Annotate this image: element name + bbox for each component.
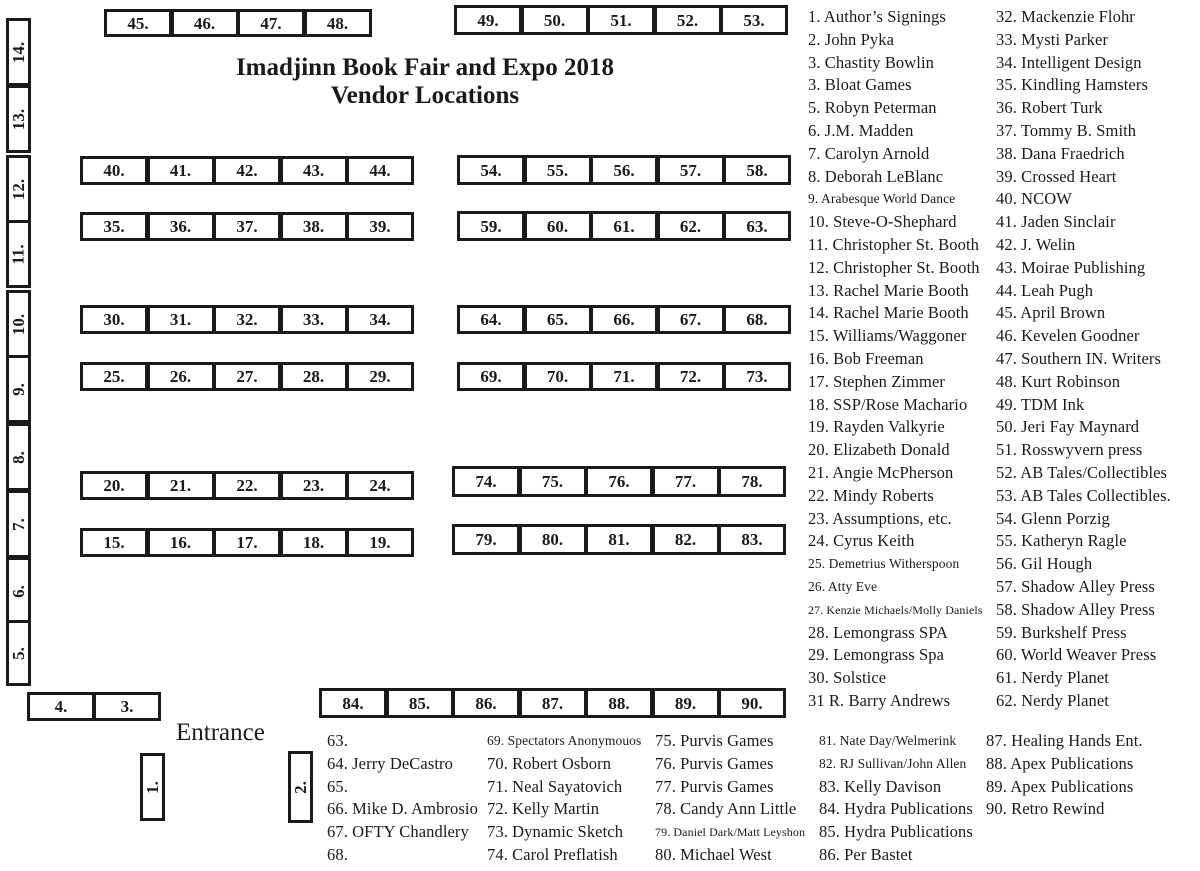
booth-label: 76. xyxy=(608,472,630,491)
booth-label: 54. xyxy=(480,160,502,180)
booth-67 xyxy=(657,305,725,334)
booth-label: 72. xyxy=(679,367,702,386)
vendor-entry: 11. Christopher St. Booth xyxy=(808,235,980,254)
booth-label: 19. xyxy=(369,533,391,552)
vendor-entry: 19. Rayden Valkyrie xyxy=(808,417,945,437)
booth-48 xyxy=(304,9,372,37)
booth-27 xyxy=(213,362,281,391)
booth-80 xyxy=(519,524,587,555)
booth-label: 55. xyxy=(546,160,569,180)
booth-label: 69. xyxy=(480,367,502,386)
booth-label: 5. xyxy=(9,646,28,660)
vendor-entry: 20. Elizabeth Donald xyxy=(808,440,950,460)
booth-label: 67. xyxy=(679,310,702,329)
booth-label: 32. xyxy=(236,310,258,329)
booth-56 xyxy=(590,155,658,185)
booth-37 xyxy=(213,212,281,241)
booth-46 xyxy=(171,9,239,37)
booth-label: 84. xyxy=(342,693,364,713)
booth-5 xyxy=(6,620,31,686)
booth-29 xyxy=(346,362,414,391)
booth-88 xyxy=(585,688,653,718)
vendor-entry: 66. Mike D. Ambrosio xyxy=(327,799,478,819)
booth-label: 1. xyxy=(143,780,162,794)
vendor-entry: 5. Robyn Peterman xyxy=(808,98,937,118)
vendor-entry: 47. Southern IN. Writers xyxy=(996,349,1162,368)
booth-label: 70. xyxy=(546,367,569,386)
booth-label: 23. xyxy=(302,476,325,495)
booth-label: 74. xyxy=(475,472,497,491)
booth-74 xyxy=(452,466,520,497)
booth-35 xyxy=(80,212,148,241)
booth-label: 44. xyxy=(369,161,391,180)
booth-20 xyxy=(80,471,148,500)
vendor-entry: 67. OFTY Chandlery xyxy=(327,822,469,842)
vendor-entry: 89. Apex Publications xyxy=(986,776,1134,796)
booth-label: 80. xyxy=(541,530,564,549)
booth-87 xyxy=(519,688,587,718)
vendor-entry: 80. Michael West xyxy=(655,845,772,864)
vendor-entry: 39. Crossed Heart xyxy=(996,166,1117,186)
booth-50 xyxy=(521,5,589,35)
booth-label: 10. xyxy=(9,313,28,335)
booth-label: 56. xyxy=(613,160,635,180)
booth-label: 28. xyxy=(302,367,325,386)
vendor-entry: 58. Shadow Alley Press xyxy=(996,599,1155,619)
booth-label: 11. xyxy=(9,243,28,265)
booth-12 xyxy=(6,155,31,223)
booth-24 xyxy=(346,471,414,500)
booth-label: 41. xyxy=(169,161,192,180)
booth-label: 49. xyxy=(477,10,499,30)
booth-label: 21. xyxy=(169,476,192,495)
vendor-entry: 79. Daniel Dark/Matt Leyshon xyxy=(655,825,806,840)
vendor-entry: 57. Shadow Alley Press xyxy=(996,577,1155,596)
vendor-entry: 35. Kindling Hamsters xyxy=(996,75,1148,95)
booth-63 xyxy=(723,211,791,241)
booth-83 xyxy=(718,524,786,555)
booth-label: 25. xyxy=(103,367,125,386)
booth-21 xyxy=(147,471,215,500)
vendor-entry: 6. J.M. Madden xyxy=(808,121,914,140)
vendor-entry: 29. Lemongrass Spa xyxy=(808,645,945,665)
vendor-entry: 81. Nate Day/Welmerink xyxy=(819,733,957,748)
vendor-entry: 42. J. Welin xyxy=(996,235,1076,254)
booth-33 xyxy=(280,305,348,334)
booth-30 xyxy=(80,305,148,334)
booth-40 xyxy=(80,156,148,185)
booth-71 xyxy=(590,362,658,391)
vendor-entry: 51. Rosswyvern press xyxy=(996,440,1143,460)
booth-54 xyxy=(457,155,525,185)
booth-76 xyxy=(585,466,653,497)
booth-label: 9. xyxy=(9,382,28,396)
booth-41 xyxy=(147,156,215,185)
vendor-entry: 87. Healing Hands Ent. xyxy=(986,731,1143,750)
vendor-entry: 14. Rachel Marie Booth xyxy=(808,303,969,323)
vendor-entry: 8. Deborah LeBlanc xyxy=(808,166,944,186)
booth-11 xyxy=(6,220,31,288)
vendor-entry: 16. Bob Freeman xyxy=(808,349,924,368)
vendor-entry: 40. NCOW xyxy=(996,189,1072,209)
map-title: Imadjinn Book Fair and Expo 2018 xyxy=(235,54,615,81)
booth-85 xyxy=(386,688,454,718)
booth-68 xyxy=(723,305,791,334)
booth-15 xyxy=(80,528,148,557)
booth-label: 68. xyxy=(746,310,768,329)
booth-73 xyxy=(723,362,791,391)
booth-label: 29. xyxy=(369,367,391,386)
booth-36 xyxy=(147,212,215,241)
booth-label: 89. xyxy=(674,693,697,713)
booth-label: 82. xyxy=(674,530,697,549)
booth-3 xyxy=(93,692,161,721)
vendor-entry: 48. Kurt Robinson xyxy=(996,371,1121,391)
booth-22 xyxy=(213,471,281,500)
booth-26 xyxy=(147,362,215,391)
booth-90 xyxy=(718,688,786,718)
booth-label: 51. xyxy=(610,10,632,30)
booth-label: 36. xyxy=(169,217,192,236)
vendor-entry: 86. Per Bastet xyxy=(819,845,913,864)
booth-label: 40. xyxy=(103,161,125,180)
vendor-entry: 85. Hydra Publications xyxy=(819,822,973,842)
booth-39 xyxy=(346,212,414,241)
vendor-entry: 36. Robert Turk xyxy=(996,98,1103,118)
vendor-entry: 65. xyxy=(327,776,348,796)
vendor-entry: 18. SSP/Rose Machario xyxy=(808,394,968,414)
booth-label: 53. xyxy=(743,10,765,30)
vendor-entry: 45. April Brown xyxy=(996,303,1106,323)
booth-label: 88. xyxy=(608,693,630,713)
vendor-entry: 24. Cyrus Keith xyxy=(808,531,915,551)
booth-label: 13. xyxy=(9,108,28,130)
vendor-entry: 50. Jeri Fay Maynard xyxy=(996,417,1140,437)
booth-label: 38. xyxy=(302,217,325,236)
vendor-entry: 71. Neal Sayatovich xyxy=(487,776,623,796)
booth-label: 33. xyxy=(302,310,325,329)
vendor-entry: 64. Jerry DeCastro xyxy=(327,753,453,773)
booth-label: 85. xyxy=(408,693,431,713)
booth-38 xyxy=(280,212,348,241)
vendor-entry: 61. Nerdy Planet xyxy=(996,668,1109,688)
booth-44 xyxy=(346,156,414,185)
booth-label: 37. xyxy=(236,217,258,236)
booth-32 xyxy=(213,305,281,334)
vendor-entry: 28. Lemongrass SPA xyxy=(808,622,949,642)
booth-label: 71. xyxy=(613,367,635,386)
booth-89 xyxy=(652,688,720,718)
booth-78 xyxy=(718,466,786,497)
booth-18 xyxy=(280,528,348,557)
booth-34 xyxy=(346,305,414,334)
booth-84 xyxy=(319,688,387,718)
booth-label: 4. xyxy=(54,697,68,716)
booth-13 xyxy=(6,85,31,153)
booth-label: 52. xyxy=(676,10,699,30)
vendor-entry: 2. John Pyka xyxy=(808,29,894,49)
booth-label: 48. xyxy=(326,13,349,33)
booth-16 xyxy=(147,528,215,557)
booth-label: 66. xyxy=(613,310,635,329)
booth-62 xyxy=(657,211,725,241)
booth-label: 31. xyxy=(169,310,192,329)
vendor-entry: 1. Author’s Signings xyxy=(808,7,946,26)
booth-7 xyxy=(6,490,31,558)
booth-label: 64. xyxy=(480,310,502,329)
booth-label: 46. xyxy=(193,13,216,33)
vendor-entry: 21. Angie McPherson xyxy=(808,463,954,482)
booth-label: 20. xyxy=(103,476,125,495)
booth-label: 86. xyxy=(475,693,497,713)
booth-64 xyxy=(457,305,525,334)
booth-label: 14. xyxy=(9,41,28,63)
booth-10 xyxy=(6,290,31,358)
booth-label: 15. xyxy=(103,533,125,552)
booth-label: 42. xyxy=(236,161,258,180)
booth-label: 90. xyxy=(741,693,763,713)
booth-label: 65. xyxy=(546,310,569,329)
booth-label: 26. xyxy=(169,367,192,386)
vendor-entry: 56. Gil Hough xyxy=(996,554,1093,574)
vendor-entry: 90. Retro Rewind xyxy=(986,799,1105,819)
booth-label: 79. xyxy=(475,530,497,549)
vendor-entry: 10. Steve-O-Shephard xyxy=(808,212,957,232)
booth-label: 59. xyxy=(480,216,502,236)
booth-label: 17. xyxy=(236,533,258,552)
vendor-entry: 27. Kenzie Michaels/Molly Daniels xyxy=(808,602,983,617)
booth-label: 45. xyxy=(127,13,149,33)
vendor-entry: 74. Carol Preflatish xyxy=(487,845,618,864)
booth-19 xyxy=(346,528,414,557)
vendor-entry: 84. Hydra Publications xyxy=(819,799,973,819)
booth-60 xyxy=(524,211,592,241)
vendor-entry: 32. Mackenzie Flohr xyxy=(996,7,1135,26)
vendor-entry: 43. Moirae Publishing xyxy=(996,257,1146,277)
vendor-entry: 55. Katheryn Ragle xyxy=(996,531,1127,551)
booth-28 xyxy=(280,362,348,391)
vendor-entry: 69. Spectators Anonymouos xyxy=(487,733,642,748)
vendor-entry: 22. Mindy Roberts xyxy=(808,485,934,505)
vendor-entry: 13. Rachel Marie Booth xyxy=(808,280,969,300)
vendor-entry: 7. Carolyn Arnold xyxy=(808,143,930,163)
booth-label: 43. xyxy=(302,161,325,180)
vendor-entry: 73. Dynamic Sketch xyxy=(487,822,624,842)
booth-53 xyxy=(720,5,788,35)
vendor-entry: 31 R. Barry Andrews xyxy=(808,691,951,710)
booth-1 xyxy=(140,753,165,821)
vendor-entry: 30. Solstice xyxy=(808,668,887,688)
booth-label: 78. xyxy=(741,472,763,491)
booth-label: 27. xyxy=(236,367,258,386)
vendor-entry: 82. RJ Sullivan/John Allen xyxy=(819,755,967,771)
vendor-entry: 83. Kelly Davison xyxy=(819,776,942,796)
booth-label: 87. xyxy=(541,693,564,713)
booth-2 xyxy=(288,751,313,823)
booth-label: 75. xyxy=(541,472,564,491)
booth-47 xyxy=(237,9,305,37)
vendor-entry: 41. Jaden Sinclair xyxy=(996,212,1116,232)
booth-57 xyxy=(657,155,725,185)
booth-42 xyxy=(213,156,281,185)
booth-43 xyxy=(280,156,348,185)
booth-17 xyxy=(213,528,281,557)
booth-45 xyxy=(104,9,172,37)
booth-77 xyxy=(652,466,720,497)
booth-25 xyxy=(80,362,148,391)
booth-79 xyxy=(452,524,520,555)
vendor-entry: 68. xyxy=(327,845,348,864)
vendor-entry: 15. Williams/Waggoner xyxy=(808,326,967,346)
vendor-entry: 23. Assumptions, etc. xyxy=(808,508,952,528)
booth-52 xyxy=(654,5,722,35)
vendor-entry: 3. Bloat Games xyxy=(808,75,912,95)
booth-label: 39. xyxy=(369,217,391,236)
booth-72 xyxy=(657,362,725,391)
vendor-entry: 34. Intelligent Design xyxy=(996,52,1142,72)
vendor-entry: 25. Demetrius Witherspoon xyxy=(808,556,960,572)
booth-61 xyxy=(590,211,658,241)
booth-51 xyxy=(587,5,655,35)
vendor-entry: 26. Atty Eve xyxy=(808,579,878,594)
booth-label: 2. xyxy=(291,780,310,794)
booth-6 xyxy=(6,557,31,625)
booth-label: 81. xyxy=(608,530,630,549)
vendor-entry: 59. Burkshelf Press xyxy=(996,622,1127,642)
booth-label: 24. xyxy=(369,476,391,495)
booth-58 xyxy=(723,155,791,185)
vendor-entry: 3. Chastity Bowlin xyxy=(808,52,935,72)
booth-label: 35. xyxy=(103,217,125,236)
vendor-entry: 37. Tommy B. Smith xyxy=(996,121,1137,140)
vendor-entry: 33. Mysti Parker xyxy=(996,29,1109,49)
vendor-entry: 72. Kelly Martin xyxy=(487,799,600,819)
booth-49 xyxy=(454,5,522,35)
booth-label: 73. xyxy=(746,367,768,386)
booth-14 xyxy=(6,18,31,86)
booth-label: 57. xyxy=(679,160,702,180)
vendor-entry: 9. Arabesque World Dance xyxy=(808,191,956,207)
booth-label: 77. xyxy=(674,472,697,491)
booth-9 xyxy=(6,355,31,423)
vendor-entry: 70. Robert Osborn xyxy=(487,753,612,773)
vendor-entry: 63. xyxy=(327,731,348,750)
booth-4 xyxy=(27,692,95,721)
booth-59 xyxy=(457,211,525,241)
booth-label: 63. xyxy=(746,216,768,236)
vendor-entry: 62. Nerdy Planet xyxy=(996,691,1109,710)
booth-8 xyxy=(6,423,31,491)
booth-66 xyxy=(590,305,658,334)
map-subtitle: Vendor Locations xyxy=(330,82,520,109)
vendor-entry: 49. TDM Ink xyxy=(996,394,1085,414)
booth-label: 7. xyxy=(9,517,28,531)
booth-label: 62. xyxy=(679,216,702,236)
vendor-entry: 88. Apex Publications xyxy=(986,753,1134,773)
booth-label: 22. xyxy=(236,476,258,495)
booth-label: 47. xyxy=(260,13,282,33)
vendor-entry: 76. Purvis Games xyxy=(655,753,774,773)
vendor-entry: 12. Christopher St. Booth xyxy=(808,257,980,277)
booth-82 xyxy=(652,524,720,555)
booth-23 xyxy=(280,471,348,500)
vendor-entry: 75. Purvis Games xyxy=(655,731,774,750)
vendor-entry: 44. Leah Pugh xyxy=(996,280,1094,300)
booth-label: 18. xyxy=(302,533,325,552)
booth-55 xyxy=(524,155,592,185)
vendor-entry: 38. Dana Fraedrich xyxy=(996,143,1125,163)
vendor-entry: 46. Kevelen Goodner xyxy=(996,326,1140,346)
entrance-label: Entrance xyxy=(176,719,265,746)
booth-label: 12. xyxy=(9,178,28,200)
booth-31 xyxy=(147,305,215,334)
vendor-entry: 53. AB Tales Collectibles. xyxy=(996,485,1171,505)
vendor-entry: 78. Candy Ann Little xyxy=(655,799,797,819)
booth-label: 83. xyxy=(741,530,763,549)
booth-label: 50. xyxy=(543,10,566,30)
booth-label: 30. xyxy=(103,310,125,329)
vendor-entry: 17. Stephen Zimmer xyxy=(808,371,945,391)
booth-label: 58. xyxy=(746,160,768,180)
vendor-entry: 77. Purvis Games xyxy=(655,776,774,796)
booth-label: 8. xyxy=(9,450,28,464)
booth-75 xyxy=(519,466,587,497)
vendor-entry: 52. AB Tales/Collectibles xyxy=(996,463,1168,482)
booth-69 xyxy=(457,362,525,391)
booth-label: 3. xyxy=(120,697,134,716)
booth-label: 16. xyxy=(169,533,192,552)
booth-86 xyxy=(452,688,520,718)
booth-70 xyxy=(524,362,592,391)
booth-label: 60. xyxy=(546,216,569,236)
booth-label: 6. xyxy=(9,584,28,598)
booth-81 xyxy=(585,524,653,555)
vendor-entry: 54. Glenn Porzig xyxy=(996,508,1110,528)
booth-label: 61. xyxy=(613,216,635,236)
booth-65 xyxy=(524,305,592,334)
booth-label: 34. xyxy=(369,310,391,329)
vendor-entry: 60. World Weaver Press xyxy=(996,645,1157,665)
